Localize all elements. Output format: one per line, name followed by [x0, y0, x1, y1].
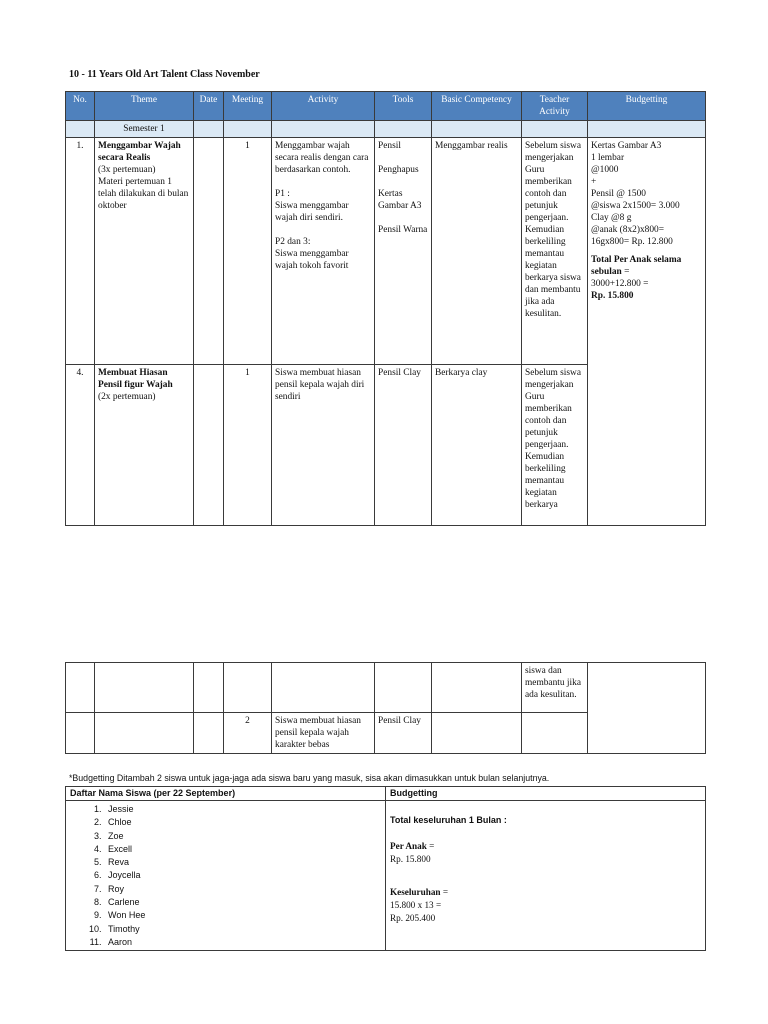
meeting-cell: 2: [224, 713, 272, 754]
list-item: 5. Reva: [104, 856, 381, 869]
tool-item: Penghapus: [378, 165, 419, 175]
table-row: [66, 663, 706, 713]
budget-line: Clay @8 g: [591, 213, 632, 223]
semester-label: Semester 1: [95, 121, 194, 138]
budget-total-value: Rp. 15.800: [591, 291, 634, 301]
students-budget-table: [65, 786, 706, 951]
budget-footnote: *Budgetting Ditambah 2 siswa untuk jaga-jaga ada siswa baru yang masuk, sisa akan dimasukkan untuk bulan selanjutnya.: [69, 773, 550, 783]
header-teacher-activity: Teacher Activity: [522, 92, 588, 121]
header-meeting: Meeting: [224, 92, 272, 121]
tool-item: Pensil: [378, 141, 401, 151]
budget-total-calc: 3000+12.800 =: [591, 279, 649, 289]
activity-cell: Siswa membuat hiasan pensil kepala wajah diri sendiri: [272, 365, 375, 526]
list-item: 1. Jessie: [104, 803, 381, 816]
row-number: 1.: [66, 138, 95, 365]
teacher-activity-cell: Sebelum siswa mengerjakan Guru memberikan contoh dan petunjuk pengerjaan. Kemudian berkeliling memantau kegiatan berkarya: [522, 365, 588, 526]
theme-cell: [95, 138, 194, 365]
header-theme: Theme: [95, 92, 194, 121]
theme-note: Materi pertemuan 1 telah dilakukan di bulan oktober: [98, 177, 189, 211]
header-tools: Tools: [375, 92, 432, 121]
keseluruhan-label: Keseluruhan =: [390, 887, 449, 897]
theme-title: Menggambar Wajah secara Realis: [98, 141, 181, 163]
tools-cell: Pensil Clay: [375, 713, 432, 754]
list-item: 2. Chloe: [104, 816, 381, 829]
tools-cell: [375, 138, 432, 365]
budget-line: Pensil @ 1500: [591, 189, 646, 199]
per-anak-label: Per Anak =: [390, 841, 435, 851]
teacher-activity-continued: siswa dan membantu jika ada kesulitan.: [522, 663, 588, 713]
lesson-plan-table: [65, 91, 706, 526]
header-basic-competency: Basic Competency: [432, 92, 522, 121]
budget-line: @anak (8x2)x800=: [591, 225, 665, 235]
list-item: 9. Won Hee: [104, 909, 381, 922]
competency-cell: Berkarya clay: [432, 365, 522, 526]
keseluruhan-calc: 15.800 x 13 =: [390, 900, 442, 910]
competency-cell: Menggambar realis: [432, 138, 522, 365]
budget-line: 16gx800= Rp. 12.800: [591, 237, 673, 247]
student-list-cell: [66, 801, 386, 951]
list-item: 6. Joycella: [104, 869, 381, 882]
list-item: 10. Timothy: [104, 923, 381, 936]
list-item: 8. Carlene: [104, 896, 381, 909]
activity-text: P1 : Siswa menggambar wajah diri sendiri.: [275, 189, 349, 223]
meeting-cell: 1: [224, 365, 272, 526]
teacher-activity-cell: Sebelum siswa mengerjakan Guru memberikan contoh dan petunjuk pengerjaan. Kemudian berkeliling memantau kegiatan berkarya siswa dan membantu jika ada kesulitan.: [522, 138, 588, 365]
meeting-cell: 1: [224, 138, 272, 365]
budget-line: +: [591, 177, 597, 187]
document-title: 10 - 11 Years Old Art Talent Class November: [69, 69, 260, 80]
student-list: [70, 803, 381, 949]
date-cell: [194, 365, 224, 526]
activity-text: Menggambar wajah secara realis dengan cara berdasarkan contoh.: [275, 141, 369, 175]
theme-cell: [95, 365, 194, 526]
table-row: [66, 138, 706, 365]
header-no: No.: [66, 92, 95, 121]
tools-cell: Pensil Clay: [375, 365, 432, 526]
row-number: 4.: [66, 365, 95, 526]
activity-text: P2 dan 3: Siswa menggambar wajah tokoh favorit: [275, 237, 349, 271]
budget-line: 1 lembar: [591, 153, 625, 163]
list-item: 11. Aaron: [104, 936, 381, 949]
keseluruhan-value: Rp. 205.400: [390, 913, 436, 923]
activity-cell: Siswa membuat hiasan pensil kepala wajah karakter bebas: [272, 713, 375, 754]
per-anak-value: Rp. 15.800: [390, 854, 431, 864]
theme-title: Membuat Hiasan Pensil figur Wajah: [98, 368, 173, 390]
tool-item: Pensil Warna: [378, 225, 428, 235]
lesson-plan-table-continued: [65, 662, 706, 754]
theme-note: (3x pertemuan): [98, 165, 156, 175]
theme-note: (2x pertemuan): [98, 392, 156, 402]
budget-summary-header: Budgetting: [386, 787, 706, 801]
budget-cell: [588, 138, 706, 526]
date-cell: [194, 138, 224, 365]
list-item: 3. Zoe: [104, 830, 381, 843]
activity-cell: [272, 138, 375, 365]
budget-summary-cell: [386, 801, 706, 951]
header-budgetting: Budgetting: [588, 92, 706, 121]
header-activity: Activity: [272, 92, 375, 121]
total-month-label: Total keseluruhan 1 Bulan :: [390, 815, 507, 825]
budget-line: Kertas Gambar A3: [591, 141, 662, 151]
students-header: Daftar Nama Siswa (per 22 September): [66, 787, 386, 801]
budget-line: @1000: [591, 165, 619, 175]
budget-total-label: Total Per Anak selama sebulan =: [591, 255, 682, 277]
budget-line: @siswa 2x1500= 3.000: [591, 201, 680, 211]
header-date: Date: [194, 92, 224, 121]
list-item: 7. Roy: [104, 883, 381, 896]
list-item: 4. Excell: [104, 843, 381, 856]
tool-item: Kertas Gambar A3: [378, 189, 422, 211]
